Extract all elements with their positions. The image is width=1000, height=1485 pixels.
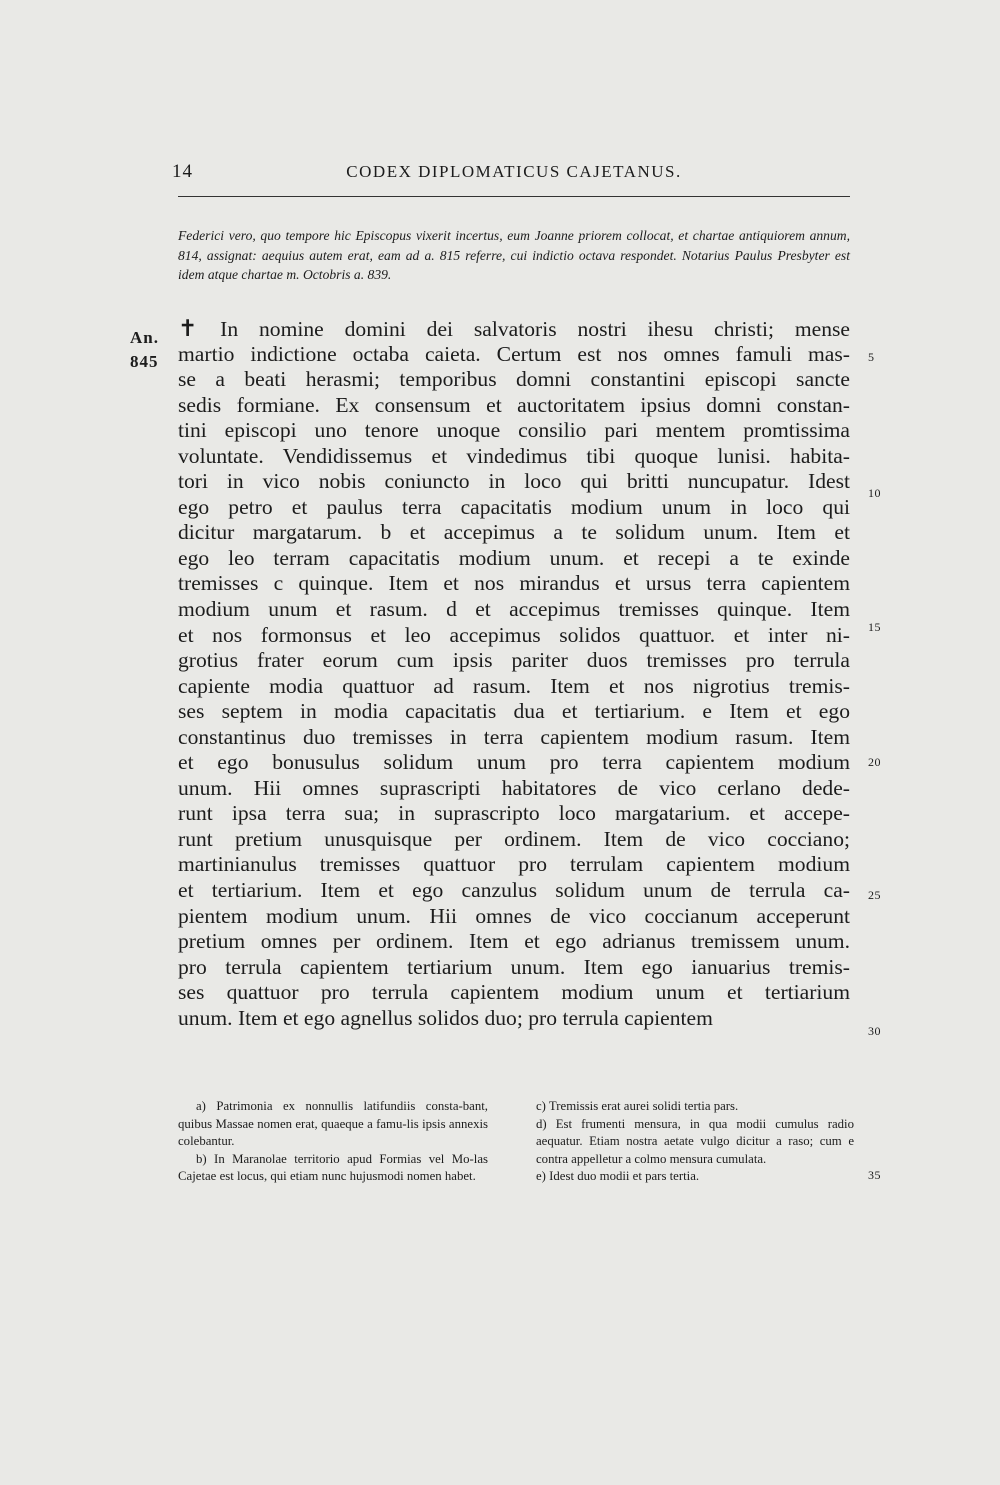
text-line: ses septem in modia capacitatis dua et tertiarium. e Item et ego xyxy=(178,699,850,724)
header-rule xyxy=(178,196,850,197)
cross-icon: ✝ xyxy=(178,316,198,341)
line-number: 30 xyxy=(868,1024,881,1038)
text-line: ✝ In nomine domini dei salvatoris nostri ihesu christi; mense xyxy=(178,316,850,341)
line-number: 5 xyxy=(868,350,875,364)
text-line: ego petro et paulus terra capacitatis modium unum in loco qui xyxy=(178,494,850,519)
text-line: unum. Hii omnes suprascripti habitatores de vico cerlano dede- xyxy=(178,775,850,800)
margin-year: 845 xyxy=(130,352,159,371)
text-line: se a beati herasmi; temporibus domni constantini episcopi sancte xyxy=(178,367,850,392)
text-line: ego leo terram capacitatis modium unum. et recepi a te exinde xyxy=(178,545,850,570)
footnotes-right-column xyxy=(536,1098,854,1186)
text-line: martinianulus tremisses quattuor pro terrulam capientem modium xyxy=(178,852,850,877)
text-line: pientem modium unum. Hii omnes de vico coccianum acceperunt xyxy=(178,903,850,928)
footnote-e: e) Idest duo modii et pars tertia. xyxy=(536,1169,700,1183)
text-line: sedis formiane. Ex consensum et auctoritatem ipsius domni constan- xyxy=(178,392,850,417)
text-line: unum. Item et ego agnellus solidos duo; pro terrula capientem xyxy=(178,1005,713,1030)
line-number: 35 xyxy=(868,1168,881,1182)
text-line: et ego bonusulus solidum unum pro terra capientem modium xyxy=(178,750,850,775)
text-line: constantinus duo tremisses in terra capientem modium rasum. Item xyxy=(178,724,850,749)
charter-text xyxy=(178,316,850,1031)
running-head xyxy=(172,161,850,185)
text-line: tori in vico nobis coniuncto in loco qui britti nuncupatur. Idest xyxy=(178,469,850,494)
text-line: ses quattuor pro terrula capientem modium unum et tertiarium xyxy=(178,980,850,1005)
footnote-b: b) In Maranolae territorio apud Formias vel Mo-las Cajetae est locus, qui etiam nunc hujusmodi nomen habet. xyxy=(178,1151,488,1183)
text-line: grotius frater eorum cum ipsis pariter duos tremisses pro terrula xyxy=(178,648,850,673)
text-line: runt pretium unusquisque per ordinem. Item de vico cocciano; xyxy=(178,826,850,851)
margin-year-label: An. xyxy=(130,328,159,347)
text-line: pretium omnes per ordinem. Item et ego adrianus tremissem unum. xyxy=(178,929,850,954)
text-line: et nos formonsus et leo accepimus solidos quattuor. et inter ni- xyxy=(178,622,850,647)
text-line: tremisses c quinque. Item et nos mirandus et ursus terra capientem xyxy=(178,571,850,596)
text-line: et tertiarium. Item et ego canzulus solidum unum de terrula ca- xyxy=(178,878,850,903)
text-line: martio indictione octaba caieta. Certum est nos omnes famuli mas- xyxy=(178,341,850,366)
text-line: modium unum et rasum. d et accepimus tremisses quinque. Item xyxy=(178,597,850,622)
text-line: pro terrula capientem tertiarium unum. Item ego ianuarius tremis- xyxy=(178,954,850,979)
footnote-c: c) Tremissis erat aurei solidi tertia pars. xyxy=(536,1099,739,1113)
footnote-a: a) Patrimonia ex nonnullis latifundiis consta-bant, quibus Massae nomen erat, quaeque a famu-lis ipsis annexis colebantur. xyxy=(178,1099,488,1148)
line-number: 25 xyxy=(868,888,881,902)
footnotes-left-column xyxy=(178,1098,488,1186)
text-line: dicitur margatarum. b et accepimus a te solidum unum. Item et xyxy=(178,520,850,545)
page-number: 14 xyxy=(172,161,193,182)
text-line: capiente modia quattuor ad rasum. Item et nos nigrotius tremis- xyxy=(178,673,850,698)
running-title: CODEX DIPLOMATICUS CAJETANUS. xyxy=(346,162,682,181)
text-line: runt ipsa terra sua; in suprascripto loco margatarium. et accepe- xyxy=(178,801,850,826)
intro-note: Federici vero, quo tempore hic Episcopus vixerit incertus, eum Joanne priorem collocat, et chartae antiquiorem annum, 814, assignat: aequius autem erat, eam ad a. 815 referre, cui indictio octava respondet. Notarius Paulus Presbyter est idem atque chartae m. Octobris a. 839. xyxy=(178,228,850,282)
line-number: 20 xyxy=(868,755,881,769)
text-line: tini episcopi uno tenore unoque consilio pari mentem promtissima xyxy=(178,418,850,443)
line-number: 10 xyxy=(868,486,881,500)
line-number: 15 xyxy=(868,620,881,634)
text-line: voluntate. Vendidissemus et vindedimus tibi quoque lunisi. habita- xyxy=(178,443,850,468)
footnote-d: d) Est frumenti mensura, in qua modii cumulus radio aequatur. Etiam nostra aetate vulgo dicitur a raso; cum e contra appelletur a colmo mensura cumulata. xyxy=(536,1116,854,1166)
